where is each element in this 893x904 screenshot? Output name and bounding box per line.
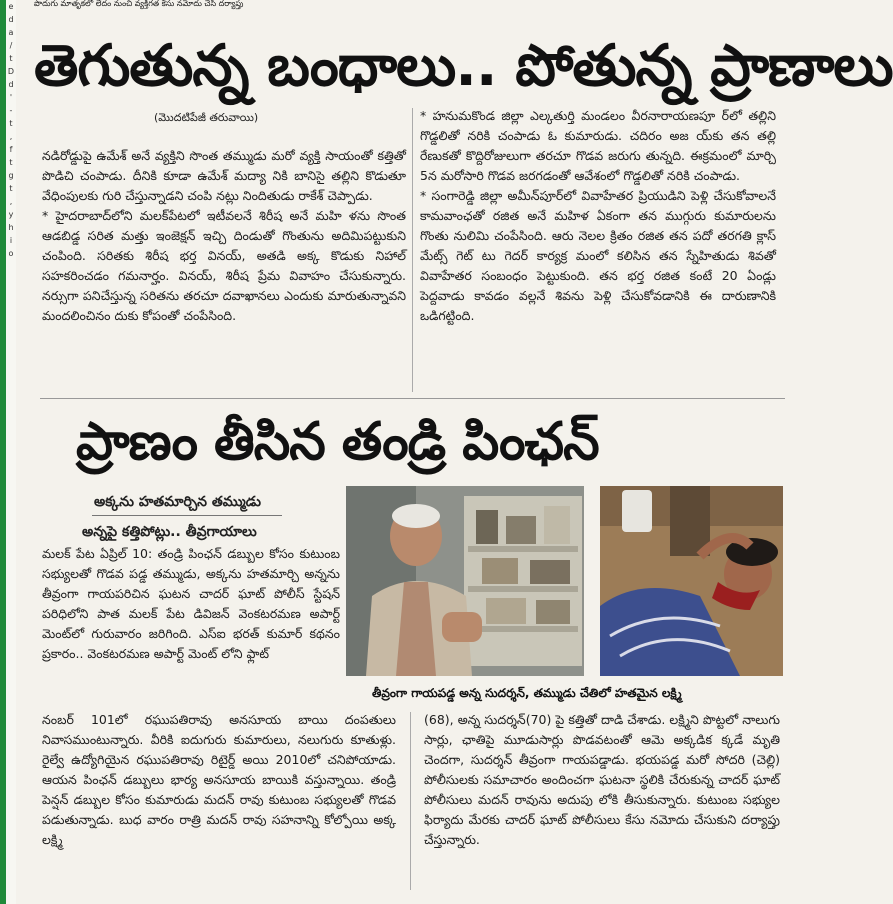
margin-char: d (8, 80, 14, 89)
margin-char: - (9, 106, 13, 115)
margin-char: f (9, 145, 13, 154)
margin-char: t (9, 184, 13, 193)
margin-char: t (9, 158, 13, 167)
photo1-illustration (346, 486, 584, 676)
column-divider (410, 712, 411, 890)
left-margin-strip (6, 0, 16, 904)
story1-headline: తెగుతున్న బంధాలు.. పోతున్న ప్రాణాలు (34, 33, 893, 99)
photo-caption: తీవ్రంగా గాయపడ్డ అన్న సుదర్శన్, తమ్ముడు చేతిలో హతమైన లక్ష్మి (372, 686, 682, 700)
story2-kicker-secondary: అన్నపై కత్తిపోట్లు.. తీవ్రగాయాలు (82, 524, 257, 540)
story-separator (40, 398, 785, 399)
column-divider (412, 108, 413, 392)
story2-kicker-primary: అక్కను హతమార్చిన తమ్ముడు (94, 494, 261, 510)
margin-char: y (8, 210, 14, 219)
photo2-illustration (600, 486, 783, 676)
margin-char: t (9, 54, 13, 63)
margin-char: i (9, 236, 13, 245)
victim-woman-photo (600, 486, 783, 676)
story1-continuation-label: (మొదటిపేజీ తరువాయి) (154, 111, 259, 124)
story2-paragraph: మలక్ పేట ఏప్రిల్ 10: తండ్రి పింఛన్ డబ్బుల కోసం కుటుంబ సభ్యులతో గొడవ పడ్డ తమ్ముడు, అక్కను హతమార్చి అన్నను తీవ్రంగా గాయపరిచిన ఘటన చాదర్ ఘాట్ పోలీస్ స్టేషన్ పరిధిలోని పాత మలక్ పేట డివిజన్ వెంకటరమణ అపార్ట్ మెంట్‌లో గురువారం జరిగింది. ఎస్ఐ భరత్ కుమార్ కథనం ప్రకారం.. వెంకటరమణ అపార్ట్ మెంట్ లోని ఫ్లాట్ (42, 546, 340, 661)
margin-char: / (9, 41, 13, 50)
story2-paragraph: నంబర్ 101లో రఘుపతిరావు అనసూయ బాయి దంపతులు నివాసముంటున్నారు. వీరికి ఐదుగురు కుమారులు, నలుగురు కూతుళ్లు. రైల్వే ఉద్యోగియైన రఘుపతిరావు రిటైర్డ్ అయి 2010లో చనిపోయాడు. ఆయన పింఛన్ డబ్బులు భార్య అనసూయ బాయికి వస్తున్నాయి. తండ్రి పెన్షన్ డబ్బుల కోసం కుమారుడు మదన్ రావు కుటుంబ సభ్యులతో గొడవ పడుతున్నాడు. బుధ వారం రాత్రి మదన్ రావు సహనాన్ని కోల్పోయి అక్క లక్ష్మి (42, 712, 396, 847)
story2-intro-column (42, 544, 340, 684)
story2-bottom-right-column (424, 710, 780, 890)
story1-paragraph: * సంగారెడ్డి జిల్లా అమీన్‌పూర్‌లో వివాహేతర ప్రియుడిని పెళ్లి చేసుకోవాలనే కామవాంఛతో రజిత అనే మహిళ ఏకంగా తన ముగ్గురు కుమారులను గొంతు నులిమి చంపేసింది. ఆరు నెలల క్రితం రజిత తన పదో తరగతి క్లాస్ మేట్స్ గెట్ టు గెదర్ కార్యక్ర మంలో కలిసిన తన స్నేహితుడు శివతో వివాహేతర సంబంధం పెట్టుకుంది. తన భర్త రజిత కంటే 20 ఏండ్లు పెద్దవాడు కావడం వల్లనే శివను పెళ్లి చేసుకోవడానికి ఈ దారుణానికి ఒడిగట్టింది. (420, 188, 776, 323)
cut-off-text-line: పొదుగు మాతృకలో లేదం నుంచి వ్యక్తిగత కేసు నమోదు చేసి దర్యాప్తు (34, 0, 244, 8)
story2-paragraph: (68), అన్న సుదర్శన్(70) పై కత్తితో దాడి చేశాడు. లక్ష్మిని పొట్టలో నాలుగు సార్లు, ఛాతిపై మూడుసార్లు పొడవటంతో ఆమె అక్కడిక క్కడే మృతి చెందగా, సుదర్శన్ తీవ్రంగా గాయపడ్డాడు. భయపడ్డ మరో సోదరి (చెల్లి) పోలీసులకు సమాచారం అందించగా ఘటనా స్థలికి చేరుకున్న చాదర్ ఘాట్ పోలీసులు మదన్ రావును అదుపు లోకి తీసుకున్నారు. కుటుంబ సభ్యుల ఫిర్యాదు మేరకు చాదర్ ఘాట్ పోలీసులు కేసు నమోదు చేసుకుని దర్యాప్తు చేస్తున్నారు. (424, 712, 780, 847)
kicker-underline (92, 515, 282, 516)
story1-paragraph: * హైదరాబాద్‌లోని మలక్‌పేటలో ఇటీవలనే శిరీష అనే మహి ళను సొంత ఆడబిడ్డ సరిత మత్తు ఇంజెక్షన్ ఇచ్చి దిండుతో గొంతును అదిమిపట్టుకుని చంపింది. సరితకు శిరీష భర్త వినయ్, అతడి అక్క కొడుకు నిహాల్ సహకరించడం గమనార్హం. వినయ్, శిరీష ప్రేమ వివాహం చేసుకున్నారు. నర్సుగా పనిచేస్తున్న సరితను తరచూ దవాఖానలు ఎందుకు మారుతున్నావని మందలించినం దుకు కోపంతో చంపేసింది. (42, 208, 406, 323)
margin-char: d (8, 15, 14, 24)
margin-char: , (9, 132, 13, 141)
margin-char: a (8, 28, 14, 37)
margin-char: o (8, 249, 14, 258)
story2-headline: ప్రాణం తీసిన తండ్రి పింఛన్ (76, 412, 599, 472)
margin-char: g (8, 171, 14, 180)
story2-bottom-left-column (42, 710, 396, 890)
margin-char: t (9, 119, 13, 128)
margin-char: D (7, 67, 15, 76)
story1-right-column (420, 106, 776, 371)
margin-char: ' (9, 93, 13, 102)
story1-paragraph: నడిరోడ్డుపై ఉమేశ్ అనే వ్యక్తిని సొంత తమ్ముడు మరో వ్యక్తి సాయంతో కత్తితో పొడిచి చంపాడు. దీనికి కూడా ఉమేశ్ మద్యా నికి బానిసై తల్లిని కొడుతూ వేధింపులకు గురి చేస్తున్నాడని చంపి నట్లు నిందితుడు రాకేశ్ చెప్పాడు. (42, 148, 406, 203)
margin-char: h (8, 223, 14, 232)
story1-paragraph: * హనుమకొండ జిల్లా ఎల్కతుర్తి మండలం వీరనారాయణపూ ర్‌లో తల్లిని గొడ్డలితో నరికి చంపాడు ఓ కుమారుడు. చదిరం అజ య్‌కు తన తల్లి రేణుకతో కొద్దిరోజులుగా తరచూ గొడవ జరుగు తున్నది. ఈక్రమంలో మార్చి 5న మరోసారి గొడవ జరగడంతో ఆవేశంలో గొడ్డలితో నరికి చంపాడు. (420, 108, 776, 183)
story1-left-column (42, 146, 406, 392)
margin-char: , (9, 197, 13, 206)
margin-char: e (8, 2, 14, 11)
injured-man-photo (346, 486, 584, 676)
